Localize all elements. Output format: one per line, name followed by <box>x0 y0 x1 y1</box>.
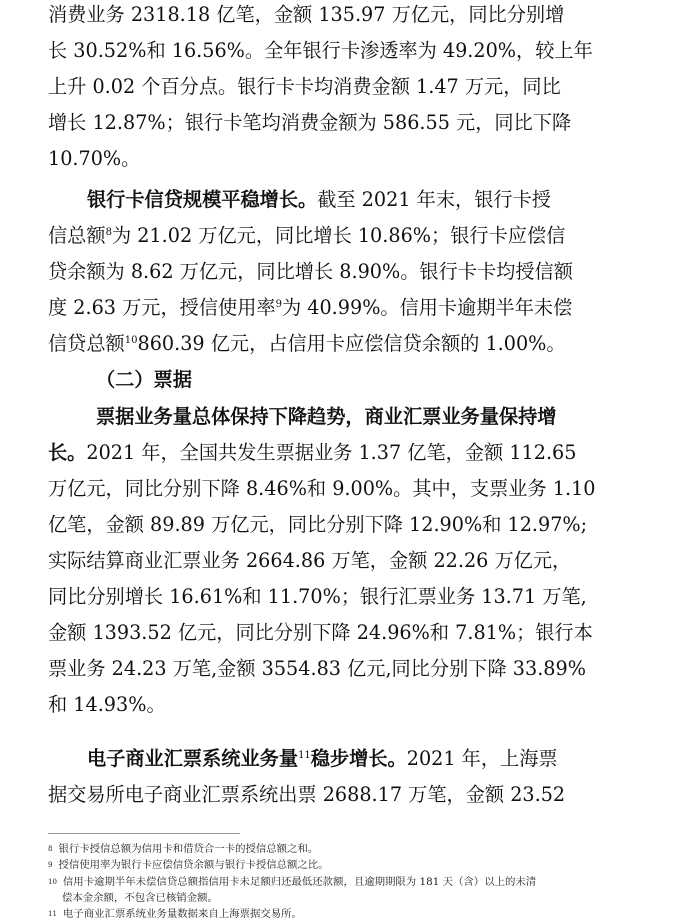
text-line: 同比分别增长 16.61%和 11.70%；银行汇票业务 13.71 万笔, <box>48 585 587 608</box>
text-line: 据交易所电子商业汇票系统出票 2688.17 万笔，金额 23.52 <box>48 783 566 806</box>
section-heading-ecds: 电子商业汇票系统业务量 <box>87 747 299 770</box>
text-line: 10.70%。 <box>48 147 141 170</box>
text-line: 长 30.52%和 16.56%。全年银行卡渗透率为 49.20%，较上年 <box>48 39 593 62</box>
footnote: 偿本金余额，不包含已核销金额。 <box>62 892 218 904</box>
footnote-ref: 9 <box>275 299 282 310</box>
footnote: $^{10}$ 信用卡逾期半年未偿信贷总额指信用卡未足额归还最低还款额，且逾期期限为 181 天（含）以上的未清 <box>48 876 537 888</box>
text-line <box>96 367 192 393</box>
footnote: $^{11}$ 电子商业汇票系统业务量数据来自上海票据交易所。 <box>48 908 302 920</box>
footnote-divider <box>48 833 240 834</box>
text-line: 金额 1393.52 亿元，同比分别下降 24.96%和 7.81%；银行本 <box>48 621 593 644</box>
text-line: 银行卡信贷规模平稳增长。截至 2021 年末，银行卡授 <box>87 188 551 211</box>
footnote: $^8$ 银行卡授信总额为信用卡和借贷合一卡的授信总额之和。 <box>48 843 319 855</box>
section-heading-bankcard-credit: 银行卡信贷规模平稳增长。 <box>87 188 318 211</box>
text-line: 电子商业汇票系统业务量$^{11}$稳步增长。2021 年，上海票 <box>87 747 558 770</box>
text-line: 消费业务 2318.18 亿笔，金额 135.97 万亿元，同比分别增 <box>48 3 565 26</box>
text-line: 增长 12.87%；银行卡笔均消费金额为 586.55 元，同比下降 <box>48 111 572 134</box>
footnote-mark: 11 <box>48 910 57 918</box>
footnote-ref: 8 <box>105 227 112 238</box>
footnote-mark: 10 <box>48 878 57 886</box>
text-line: 信总额$^8$为 21.02 万亿元，同比增长 10.86%；银行卡应偿信 <box>48 224 566 247</box>
text-line: 度 2.63 万元，授信使用率$^9$为 40.99%。信用卡逾期半年未偿 <box>48 296 573 319</box>
footnote: $^9$ 授信使用率为银行卡应偿信贷余额与银行卡授信总额之比。 <box>48 859 329 871</box>
footnote-mark: 8 <box>48 845 53 853</box>
footnote-ref: 10 <box>124 335 138 346</box>
section-title-bills: （二）票据 <box>96 368 192 391</box>
footnote-mark: 9 <box>48 861 53 869</box>
text-line: 实际结算商业汇票业务 2664.86 万笔，金额 22.26 万亿元， <box>48 549 572 572</box>
text-line: 贷余额为 8.62 万亿元，同比增长 8.90%。银行卡卡均授信额 <box>48 260 573 283</box>
text-line: 票业务 24.23 万笔,金额 3554.83 亿元,同比分别下降 33.89% <box>48 657 586 680</box>
text-line: 上升 0.02 个百分点。银行卡卡均消费金额 1.47 万元，同比 <box>48 75 561 98</box>
text-line: 和 14.93%。 <box>48 693 166 716</box>
text-line: 亿笔，金额 89.89 万亿元，同比分别下降 12.90%和 12.97%; <box>48 513 588 536</box>
text-line: 长。2021 年，全国共发生票据业务 1.37 亿笔，金额 112.65 <box>48 441 577 464</box>
text-line: 万亿元，同比分别下降 8.46%和 9.00%。其中，支票业务 1.10 <box>48 477 596 500</box>
section-heading-bills: 票据业务量总体保持下降趋势，商业汇票业务量保持增 <box>96 405 557 428</box>
text-line <box>96 404 557 430</box>
footnote-ref: 11 <box>298 750 311 761</box>
text-line: 信贷总额$^{10}$860.39 亿元，占信用卡应偿信贷余额的 1.00%。 <box>48 332 566 355</box>
